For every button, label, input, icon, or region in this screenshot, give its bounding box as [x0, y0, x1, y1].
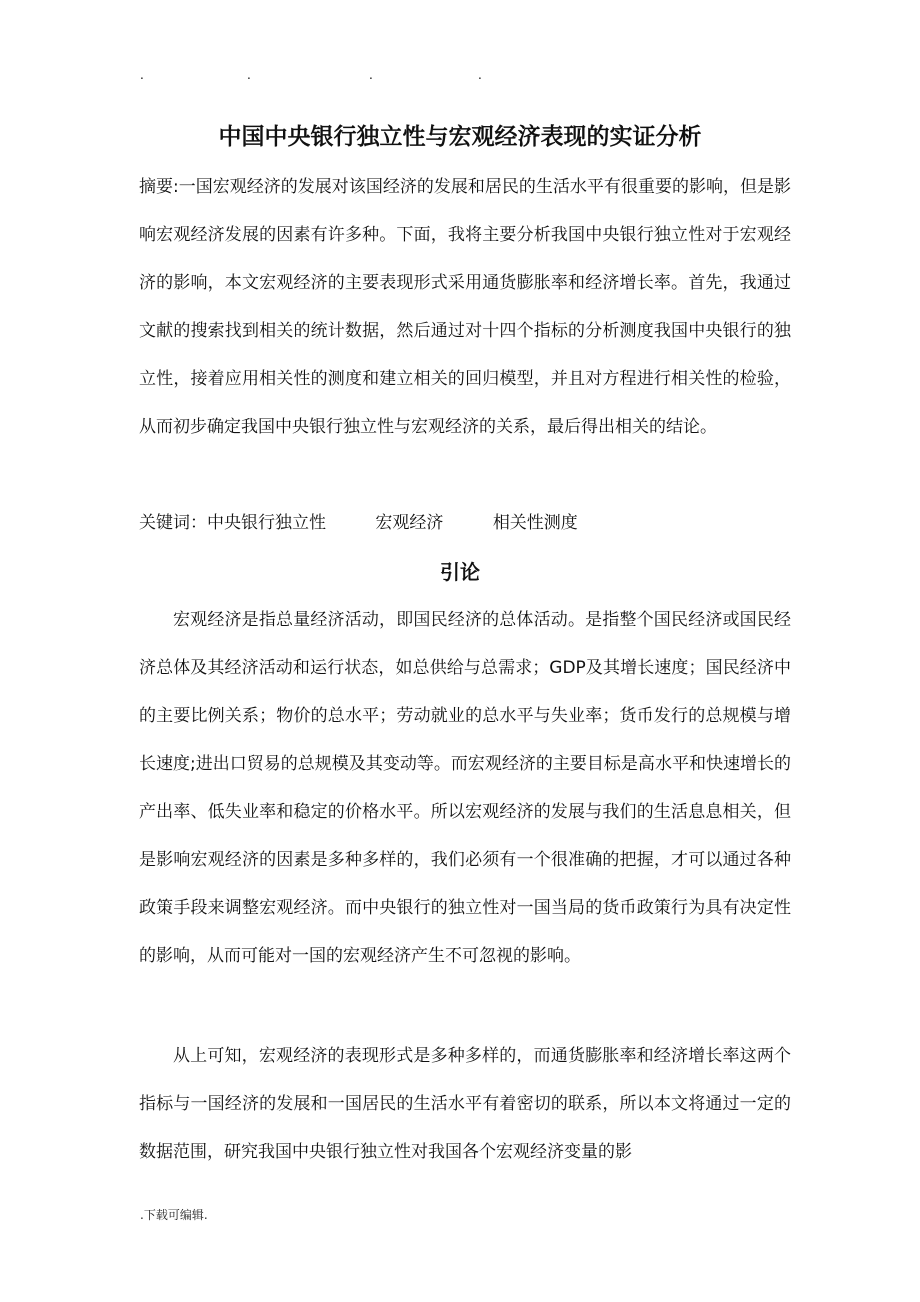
header-dot: . [247, 68, 251, 82]
body-paragraph-2: 从上可知，宏观经济的表现形式是多种多样的，而通货膨胀率和经济增长率这两个指标与一国经济的发展和一国居民的生活水平有着密切的联系，所以本文将通过一定的数据范围，研究我国中央银行独立性对我国各个宏观经济变量的影 [139, 1046, 791, 1162]
abstract-paragraph: 摘要:一国宏观经济的发展对该国经济的发展和居民的生活水平有很重要的影响，但是影响宏观经济发展的因素有许多种。下面，我将主要分析我国中央银行独立性对于宏观经济的影响，本文宏观经济的主要表现形式采用通货膨胀率和经济增长率。首先，我通过文献的搜索找到相关的统计数据，然后通过对十四个指标的分析测度我国中央银行的独立性，接着应用相关性的测度和建立相关的回归模型，并且对方程进行相关性的检验，从而初步确定我国中央银行独立性与宏观经济的关系，最后得出相关的结论。 [139, 177, 791, 437]
keyword-second: 宏观经济 [375, 513, 444, 533]
header-dot: . [140, 68, 144, 82]
document-title: 中国中央银行独立性与宏观经济表现的实证分析 [218, 124, 702, 150]
header-dot: . [478, 68, 482, 82]
section-heading: 引论 [440, 560, 480, 584]
page-footer: .下载可编辑. [140, 1208, 208, 1222]
header-dots [0, 68, 920, 82]
body-paragraph-1: 宏观经济是指总量经济活动，即国民经济的总体活动。是指整个国民经济或国民经济总体及其经济活动和运行状态，如总供给与总需求；GDP及其增长速度；国民经济中的主要比例关系；物价的总水平；劳动就业的总水平与失业率；货币发行的总规模与增长速度;进出口贸易的总规模及其变动等。而宏观经济的主要目标是高水平和快速增长的产出率、低失业率和稳定的价格水平。所以宏观经济的发展与我们的生活息息相关，但是影响宏观经济的因素是多种多样的，我们必须有一个很准确的把握，才可以通过各种政策手段来调整宏观经济。而中央银行的独立性对一国当局的货币政策行为具有决定性的影响，从而可能对一国的宏观经济产生不可忽视的影响。 [139, 610, 791, 966]
keyword-label-first: 关键词：中央银行独立性 [139, 513, 326, 533]
header-dot: . [369, 68, 373, 82]
keywords-line [139, 499, 578, 547]
keyword-third: 相关性测度 [492, 513, 578, 533]
